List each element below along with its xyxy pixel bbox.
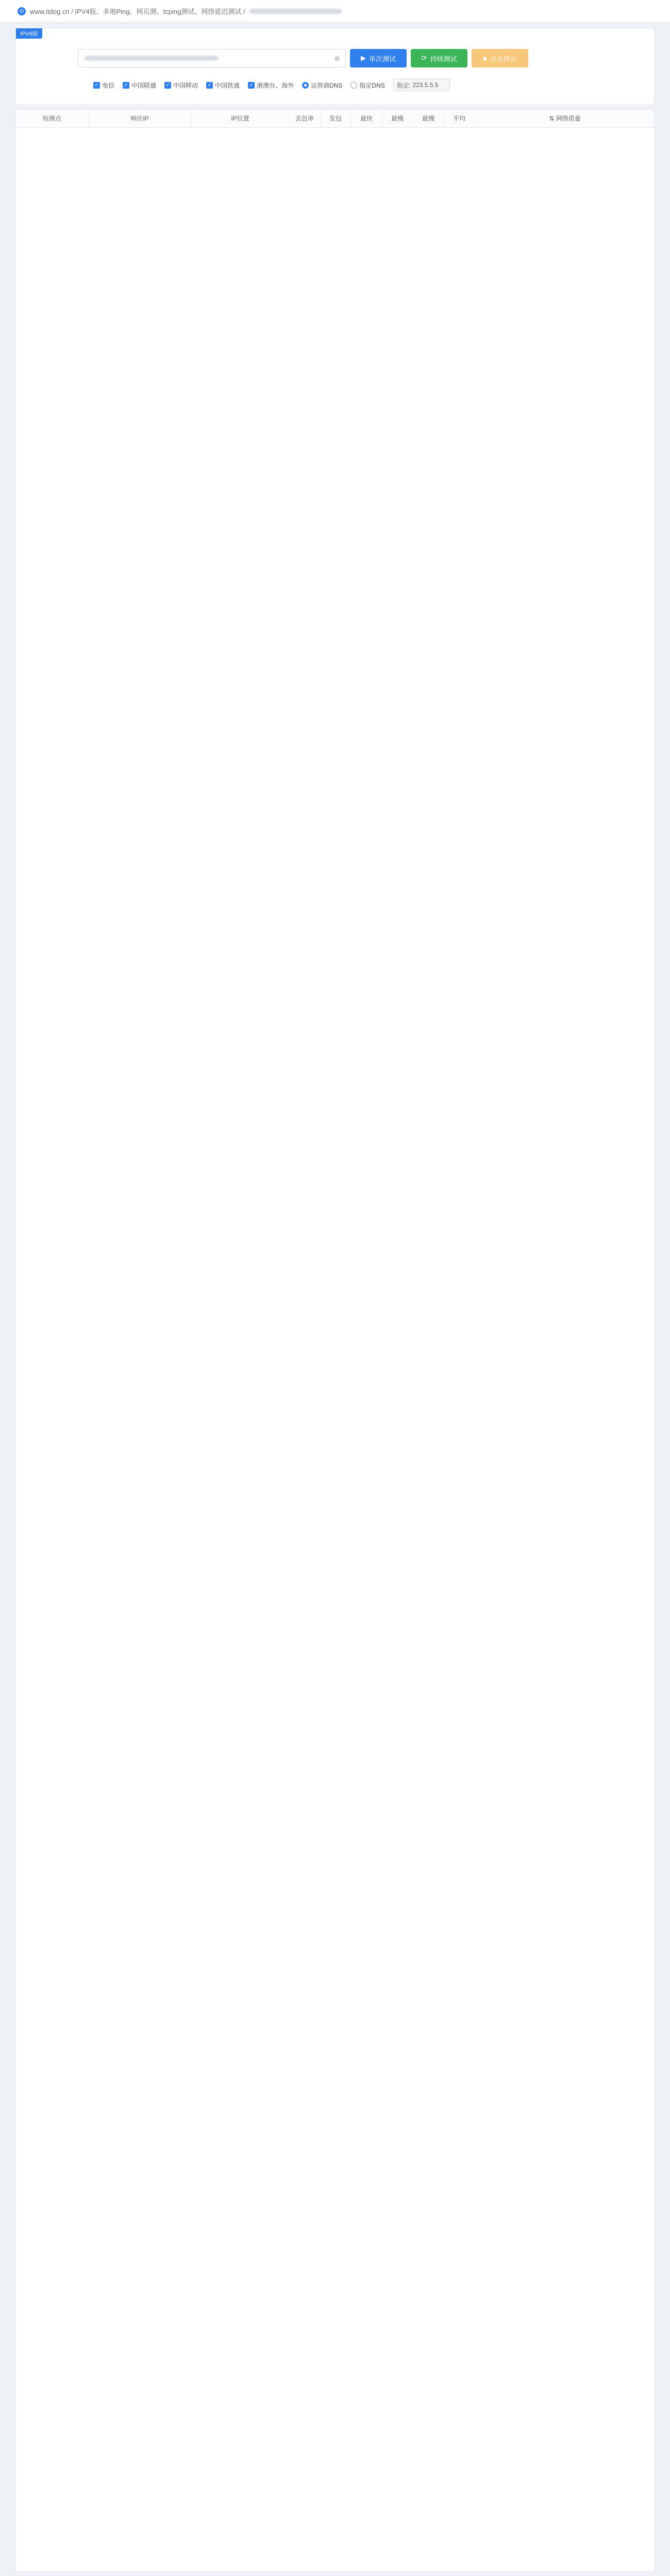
check-tietong[interactable] [206, 81, 240, 90]
results-table-wrap [15, 109, 655, 2572]
options-row [93, 79, 450, 91]
dns-prefix: 指定: [396, 81, 411, 89]
stop-button[interactable] [472, 49, 528, 67]
refresh-icon: ⟳ [421, 54, 427, 62]
checkbox-icon: ✓ [123, 82, 129, 89]
checkbox-icon: ✓ [93, 82, 100, 89]
globe-icon: ◎ [18, 7, 26, 15]
check-label: 电信 [102, 81, 115, 89]
checkbox-icon: ✓ [248, 82, 255, 89]
clear-icon[interactable]: ⊗ [334, 54, 340, 62]
col-sent[interactable]: 发包 [320, 110, 351, 127]
ipv6-tag: IPV6版 [16, 28, 42, 39]
single-test-button[interactable] [350, 49, 407, 67]
host-input[interactable] [78, 49, 346, 67]
col-ip[interactable]: 响应IP [88, 110, 191, 127]
checkbox-icon: ✓ [206, 82, 213, 89]
col-loss[interactable]: 丢包率 [289, 110, 320, 127]
check-label: 港澳台、海外 [257, 81, 294, 89]
check-unicom[interactable] [123, 81, 156, 90]
dns-value: 223.5.5.5 [412, 81, 439, 89]
nav-breadcrumb[interactable]: www.itdog.cn / IPV4版、多地Ping、网页测、tcping测试、网络延迟测试 / [30, 8, 245, 15]
check-label: 中国移动 [173, 81, 198, 89]
results-table [16, 110, 655, 128]
radio-custom-dns[interactable] [350, 81, 384, 90]
col-node[interactable]: 检测点 [16, 110, 88, 127]
radio-label: 运营商DNS [311, 81, 343, 89]
col-fastest[interactable]: 最快 [351, 110, 382, 127]
table-header [16, 110, 655, 127]
check-overseas[interactable] [248, 81, 294, 90]
play-icon: ▶ [360, 54, 366, 62]
col-location[interactable]: IP位置 [191, 110, 289, 127]
top-navbar [0, 0, 670, 23]
continuous-test-label: 持续测试 [430, 55, 457, 63]
check-label: 中国联通 [131, 81, 157, 89]
col-quality[interactable] [475, 110, 655, 127]
continuous-test-button[interactable] [411, 49, 467, 67]
checkbox-icon: ✓ [164, 82, 171, 89]
check-telecom[interactable] [93, 81, 114, 90]
radio-isp-dns[interactable] [302, 81, 342, 90]
radio-icon [302, 82, 309, 89]
test-panel [15, 28, 655, 105]
blurred-host [85, 56, 219, 61]
radio-icon [350, 82, 357, 89]
search-row [78, 49, 528, 67]
stop-label: 点击停止 [490, 55, 517, 63]
check-label: 中国铁通 [215, 81, 240, 89]
blurred-text [249, 9, 342, 14]
sort-icon: ⇅ [549, 115, 556, 123]
check-mobile[interactable] [164, 81, 198, 90]
single-test-label: 单次测试 [368, 55, 396, 63]
col-slowest[interactable]: 最慢 [382, 110, 413, 127]
col-avg[interactable]: 平均 [444, 110, 475, 127]
radio-label: 指定DNS [359, 81, 385, 89]
dns-input[interactable] [393, 79, 450, 91]
col-latest[interactable]: 最慢 [413, 110, 444, 127]
stop-icon: ■ [483, 54, 487, 62]
col-quality-label: 网络质量 [556, 115, 581, 123]
